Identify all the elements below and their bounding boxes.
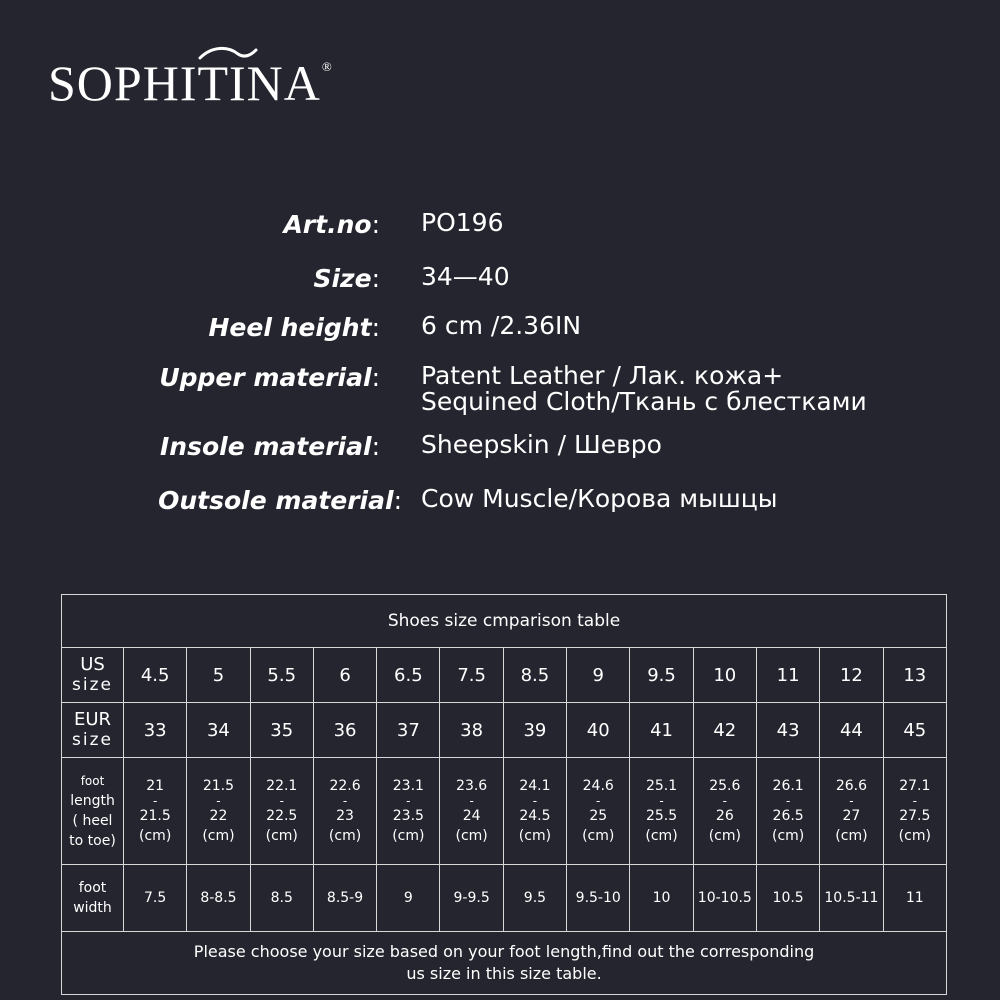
length-to: 27.5 — [899, 808, 931, 824]
foot-length-cell — [883, 758, 946, 865]
size-note-line2: us size in this size table. — [406, 964, 602, 983]
foot-length-cell — [693, 758, 756, 865]
length-unit: (cm) — [898, 828, 931, 844]
length-dash: - — [152, 794, 158, 808]
length-from: 22.6 — [329, 778, 361, 794]
length-unit: (cm) — [771, 828, 805, 844]
length-to: 24 — [462, 808, 481, 824]
foot-width-cell: 10 — [630, 865, 693, 932]
size-note-line1: Please choose your size based on your foot length,find out the corresponding — [193, 942, 815, 961]
foot-width-cell: 9-9.5 — [440, 865, 503, 932]
size-comparison-table — [61, 594, 946, 990]
eur-size-cell: 44 — [820, 703, 883, 758]
length-unit: (cm) — [265, 828, 298, 844]
us-size-cell: 13 — [883, 648, 946, 703]
length-to: 27 — [842, 808, 861, 824]
foot-width-cell: 8.5 — [250, 865, 313, 932]
length-dash: - — [785, 794, 791, 808]
us-size-row — [62, 648, 947, 703]
eur-size-cell: 40 — [567, 703, 630, 758]
length-to: 23 — [336, 808, 354, 824]
eur-size-cell: 36 — [313, 703, 376, 758]
length-dash: - — [912, 794, 917, 808]
length-unit: (cm) — [139, 828, 172, 844]
us-size-cell: 8.5 — [503, 648, 566, 703]
us-size-cell: 10 — [693, 648, 756, 703]
spec-label: Size — [313, 264, 372, 293]
length-dash: - — [596, 794, 601, 808]
length-to: 23.5 — [392, 808, 424, 824]
foot-length-cell — [820, 758, 883, 865]
length-to: 25 — [589, 808, 608, 824]
eur-size-cell: 45 — [883, 703, 946, 758]
length-from: 24.6 — [582, 778, 614, 794]
length-from: 21.5 — [202, 778, 235, 794]
length-unit: (cm) — [582, 828, 615, 844]
spec-value: 6 cm /2.36IN — [421, 311, 582, 340]
length-unit: (cm) — [202, 828, 235, 844]
eur-size-cell: 41 — [630, 703, 693, 758]
foot-length-cell — [377, 758, 440, 865]
us-size-cell: 12 — [820, 648, 883, 703]
length-unit: (cm) — [645, 828, 678, 844]
registered-mark: ® — [321, 59, 333, 74]
length-unit: (cm) — [708, 828, 741, 844]
length-to: 22 — [209, 808, 228, 824]
spec-colon: : — [371, 264, 380, 293]
us-size-cell: 5 — [187, 648, 250, 703]
spec-label: Insole material — [160, 432, 372, 461]
length-to: 25.5 — [645, 808, 678, 824]
length-dash: - — [849, 794, 854, 808]
spec-label: Art.no — [283, 210, 372, 239]
spec-colon: : — [371, 210, 380, 239]
length-from: 27.1 — [899, 778, 931, 794]
foot-length-cell — [440, 758, 503, 865]
eur-size-cell: 38 — [440, 703, 503, 758]
us-size-cell: 7.5 — [440, 648, 503, 703]
length-unit: (cm) — [518, 828, 552, 844]
foot-width-cell: 8-8.5 — [187, 865, 250, 932]
eur-size-header: EUR size — [62, 703, 124, 758]
eur-size-cell: 33 — [124, 703, 187, 758]
brand-name: SOPHITINA — [48, 55, 321, 111]
length-unit: (cm) — [392, 828, 425, 844]
length-unit: (cm) — [328, 828, 362, 844]
us-size-cell: 9 — [567, 648, 630, 703]
length-unit: (cm) — [835, 828, 868, 844]
us-size-cell: 5.5 — [250, 648, 313, 703]
spec-colon: : — [371, 363, 380, 392]
spec-colon: : — [393, 486, 402, 515]
length-from: 23.1 — [392, 778, 424, 794]
us-size-cell: 6 — [313, 648, 376, 703]
brand-logo — [48, 55, 333, 111]
eur-size-cell: 35 — [250, 703, 313, 758]
eur-size-cell: 42 — [693, 703, 756, 758]
foot-width-cell: 9.5 — [503, 865, 566, 932]
length-dash: - — [342, 794, 348, 808]
spec-value: PO196 — [421, 208, 504, 237]
foot-length-cell — [756, 758, 819, 865]
length-dash: - — [722, 794, 727, 808]
foot-length-cell — [187, 758, 250, 865]
spec-label: Outsole material — [158, 486, 394, 515]
spec-value-line2: Sequined Cloth/Ткань с блестками — [421, 387, 867, 416]
spec-label: Heel height — [208, 313, 372, 342]
foot-length-cell — [503, 758, 566, 865]
length-from: 25.1 — [645, 778, 678, 794]
length-dash: - — [279, 794, 284, 808]
foot-width-cell: 10-10.5 — [693, 865, 756, 932]
foot-width-header: foot width — [62, 865, 124, 932]
eur-size-cell: 34 — [187, 703, 250, 758]
foot-width-cell: 11 — [883, 865, 946, 932]
spec-value: 34—40 — [421, 262, 510, 291]
foot-width-cell: 10.5 — [756, 865, 819, 932]
eur-size-cell: 39 — [503, 703, 566, 758]
foot-length-cell — [567, 758, 630, 865]
length-from: 25.6 — [709, 778, 741, 794]
foot-length-cell — [313, 758, 376, 865]
length-from: 23.6 — [456, 778, 488, 794]
spec-value: Cow Muscle/Корова мышцы — [421, 484, 778, 513]
foot-length-cell — [630, 758, 693, 865]
length-dash: - — [216, 794, 221, 808]
length-from: 22.1 — [266, 778, 298, 794]
us-size-header: US size — [62, 648, 124, 703]
foot-width-cell: 9 — [377, 865, 440, 932]
size-note — [62, 932, 947, 995]
foot-length-cell — [124, 758, 187, 865]
us-size-cell: 4.5 — [124, 648, 187, 703]
length-dash: - — [532, 794, 538, 808]
spec-value-line1: Patent Leather / Лак. кожа+ — [421, 361, 784, 390]
length-unit: (cm) — [455, 828, 488, 844]
length-to: 22.5 — [266, 808, 298, 824]
us-size-cell: 6.5 — [377, 648, 440, 703]
length-from: 26.6 — [835, 778, 867, 794]
foot-length-cell — [250, 758, 313, 865]
foot-width-cell: 9.5-10 — [567, 865, 630, 932]
eur-size-row — [62, 703, 947, 758]
us-size-cell: 11 — [756, 648, 819, 703]
table-title: Shoes size cmparison table — [62, 595, 947, 648]
foot-width-cell: 8.5-9 — [313, 865, 376, 932]
length-dash: - — [659, 794, 664, 808]
foot-length-row — [62, 758, 947, 865]
eur-size-cell: 37 — [377, 703, 440, 758]
foot-width-row — [62, 865, 947, 932]
length-to: 26 — [715, 808, 734, 824]
spec-label: Upper material — [159, 363, 372, 392]
spec-colon: : — [371, 432, 380, 461]
length-from: 24.1 — [519, 778, 551, 794]
length-dash: - — [469, 794, 474, 808]
logo-swoosh-icon — [198, 44, 258, 64]
length-from: 26.1 — [772, 778, 804, 794]
spec-colon: : — [371, 313, 380, 342]
foot-length-header: foot length ( heel to toe) — [62, 758, 124, 865]
us-size-cell: 9.5 — [630, 648, 693, 703]
length-to: 21.5 — [139, 808, 171, 824]
foot-width-cell: 10.5-11 — [820, 865, 883, 932]
length-to: 24.5 — [519, 808, 551, 824]
spec-value — [421, 363, 867, 415]
length-from: 21 — [146, 778, 165, 794]
length-to: 26.5 — [772, 808, 804, 824]
size-table — [61, 594, 947, 995]
spec-value: Sheepskin / Шевро — [421, 430, 662, 459]
foot-width-cell: 7.5 — [124, 865, 187, 932]
eur-size-cell: 43 — [756, 703, 819, 758]
length-dash: - — [406, 794, 411, 808]
